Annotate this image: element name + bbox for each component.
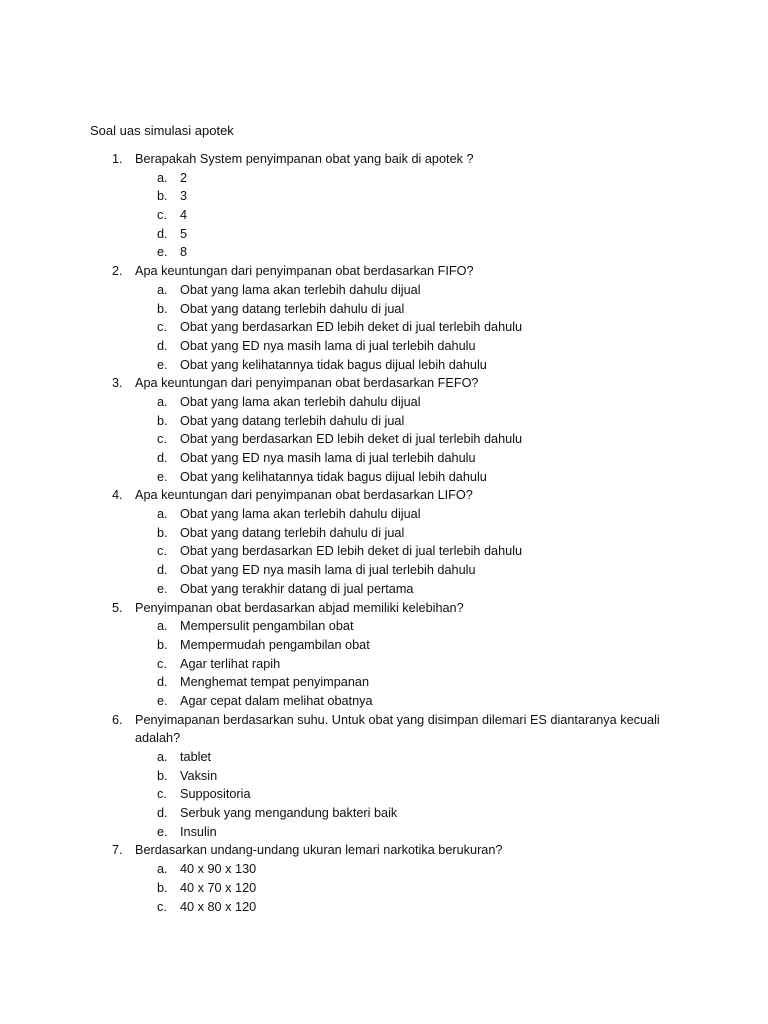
option-letter: c. bbox=[157, 899, 167, 914]
option-text: 40 x 90 x 130 bbox=[180, 862, 257, 877]
option-letter: b. bbox=[157, 525, 168, 540]
option-letter: e. bbox=[157, 581, 168, 596]
option-a bbox=[0, 169, 768, 188]
option-text: Insulin bbox=[180, 824, 217, 839]
question-stem bbox=[0, 262, 768, 281]
option-letter: a. bbox=[157, 282, 168, 297]
option-letter: e. bbox=[157, 824, 168, 839]
option-letter: d. bbox=[157, 806, 168, 821]
option-c bbox=[0, 430, 768, 449]
option-text: 8 bbox=[180, 245, 188, 260]
option-letter: e. bbox=[157, 469, 168, 484]
question-5 bbox=[0, 599, 768, 711]
option-b bbox=[0, 187, 768, 206]
question-stem bbox=[0, 486, 768, 505]
option-text: Obat yang datang terlebih dahulu di jual bbox=[180, 301, 405, 316]
option-d bbox=[0, 673, 768, 692]
option-letter: b. bbox=[157, 413, 168, 428]
question-text: Penyimpanan obat berdasarkan abjad memiliki kelebihan? bbox=[135, 600, 464, 615]
option-text: Serbuk yang mengandung bakteri baik bbox=[180, 806, 398, 821]
option-letter: d. bbox=[157, 338, 168, 353]
option-letter: b. bbox=[157, 637, 168, 652]
option-text: Obat yang berdasarkan ED lebih deket di jual terlebih dahulu bbox=[180, 432, 523, 447]
option-letter: e. bbox=[157, 245, 168, 260]
option-b bbox=[0, 636, 768, 655]
option-text: Obat yang kelihatannya tidak bagus dijual lebih dahulu bbox=[180, 357, 487, 372]
option-letter: d. bbox=[157, 451, 168, 465]
option-letter: d. bbox=[157, 563, 168, 578]
option-text: Obat yang ED nya masih lama di jual terlebih dahulu bbox=[180, 338, 476, 353]
option-text: Obat yang datang terlebih dahulu di jual bbox=[180, 525, 405, 540]
option-letter: b. bbox=[157, 768, 168, 783]
option-d bbox=[0, 225, 768, 244]
option-letter: c. bbox=[157, 656, 167, 671]
option-c bbox=[0, 318, 768, 337]
option-letter: a. bbox=[157, 507, 168, 522]
question-text: Apa keuntungan dari penyimpanan obat berdasarkan FIFO? bbox=[135, 264, 474, 279]
option-text: Suppositoria bbox=[180, 787, 251, 802]
option-text: 3 bbox=[180, 189, 188, 204]
question-1 bbox=[0, 150, 768, 262]
option-text: Obat yang kelihatannya tidak bagus dijual lebih dahulu bbox=[180, 469, 487, 484]
option-letter: c. bbox=[157, 208, 167, 223]
option-text: Vaksin bbox=[180, 768, 218, 783]
option-e bbox=[0, 243, 768, 262]
question-text: Berapakah System penyimpanan obat yang baik di apotek ? bbox=[135, 152, 474, 166]
option-e bbox=[0, 356, 768, 375]
question-text: Penyimapanan berdasarkan suhu. Untuk obat yang disimpan dilemari ES diantaranya kecuali adalah? bbox=[135, 712, 660, 746]
question-list bbox=[0, 150, 768, 916]
option-text: tablet bbox=[180, 750, 212, 765]
question-stem bbox=[0, 841, 768, 860]
option-c bbox=[0, 655, 768, 674]
option-c bbox=[0, 898, 768, 917]
option-text: Menghemat tempat penyimpanan bbox=[180, 675, 370, 690]
option-b bbox=[0, 767, 768, 786]
option-letter: e. bbox=[157, 357, 168, 372]
question-stem bbox=[0, 711, 768, 748]
option-letter: a. bbox=[157, 394, 168, 409]
option-letter: a. bbox=[157, 750, 168, 765]
option-b bbox=[0, 879, 768, 898]
option-a bbox=[0, 748, 768, 767]
question-4 bbox=[0, 486, 768, 598]
option-e bbox=[0, 692, 768, 711]
option-d bbox=[0, 804, 768, 823]
question-stem bbox=[0, 374, 768, 393]
question-7 bbox=[0, 841, 768, 916]
question-number: 7. bbox=[112, 843, 123, 858]
option-letter: c. bbox=[157, 787, 167, 802]
option-a bbox=[0, 617, 768, 636]
option-letter: a. bbox=[157, 170, 168, 185]
option-letter: b. bbox=[157, 189, 168, 204]
option-c bbox=[0, 785, 768, 804]
option-d bbox=[0, 449, 768, 468]
option-b bbox=[0, 524, 768, 543]
option-letter: d. bbox=[157, 226, 168, 241]
option-text: Mempersulit pengambilan obat bbox=[180, 619, 354, 634]
option-letter: b. bbox=[157, 880, 168, 895]
question-2 bbox=[0, 262, 768, 374]
option-letter: a. bbox=[157, 862, 168, 877]
option-text: Obat yang berdasarkan ED lebih deket di jual terlebih dahulu bbox=[180, 320, 523, 335]
question-number: 4. bbox=[112, 488, 123, 503]
question-number: 6. bbox=[112, 712, 123, 727]
option-text: Obat yang ED nya masih lama di jual terlebih dahulu bbox=[180, 563, 476, 578]
option-a bbox=[0, 393, 768, 412]
question-number: 2. bbox=[112, 264, 123, 279]
question-text: Apa keuntungan dari penyimpanan obat berdasarkan LIFO? bbox=[135, 488, 473, 503]
option-text: 4 bbox=[180, 208, 188, 223]
option-text: Obat yang lama akan terlebih dahulu dijual bbox=[180, 282, 421, 297]
option-b bbox=[0, 412, 768, 431]
option-a bbox=[0, 281, 768, 300]
option-letter: c. bbox=[157, 544, 167, 559]
option-text: Obat yang lama akan terlebih dahulu dijual bbox=[180, 507, 421, 522]
option-text: Obat yang lama akan terlebih dahulu dijual bbox=[180, 394, 421, 409]
option-letter: c. bbox=[157, 320, 167, 335]
option-letter: e. bbox=[157, 693, 168, 708]
question-stem bbox=[0, 150, 768, 169]
option-text: 40 x 70 x 120 bbox=[180, 880, 257, 895]
option-c bbox=[0, 206, 768, 225]
option-c bbox=[0, 542, 768, 561]
option-text: 5 bbox=[180, 226, 188, 241]
option-a bbox=[0, 860, 768, 879]
option-text: 2 bbox=[180, 170, 188, 185]
option-e bbox=[0, 580, 768, 599]
option-letter: c. bbox=[157, 432, 167, 447]
question-3 bbox=[0, 374, 768, 486]
document-title: Soal uas simulasi apotek bbox=[90, 123, 234, 138]
option-letter: a. bbox=[157, 619, 168, 634]
option-text: Mempermudah pengambilan obat bbox=[180, 637, 370, 652]
question-text: Berdasarkan undang-undang ukuran lemari narkotika berukuran? bbox=[135, 843, 503, 858]
question-6 bbox=[0, 711, 768, 842]
option-d bbox=[0, 337, 768, 356]
option-text: Obat yang datang terlebih dahulu di jual bbox=[180, 413, 405, 428]
question-number: 3. bbox=[112, 376, 123, 391]
question-text: Apa keuntungan dari penyimpanan obat berdasarkan FEFO? bbox=[135, 376, 479, 391]
option-text: Obat yang ED nya masih lama di jual terlebih dahulu bbox=[180, 451, 476, 465]
option-e bbox=[0, 823, 768, 842]
option-text: Obat yang terakhir datang di jual pertama bbox=[180, 581, 414, 596]
question-number: 5. bbox=[112, 600, 123, 615]
option-text: Agar cepat dalam melihat obatnya bbox=[180, 693, 373, 708]
option-text: Agar terlihat rapih bbox=[180, 656, 281, 671]
option-b bbox=[0, 300, 768, 319]
option-e bbox=[0, 468, 768, 487]
question-stem bbox=[0, 599, 768, 618]
option-d bbox=[0, 561, 768, 580]
option-text: 40 x 80 x 120 bbox=[180, 899, 257, 914]
option-a bbox=[0, 505, 768, 524]
option-letter: b. bbox=[157, 301, 168, 316]
question-number: 1. bbox=[112, 152, 123, 166]
option-letter: d. bbox=[157, 675, 168, 690]
option-text: Obat yang berdasarkan ED lebih deket di jual terlebih dahulu bbox=[180, 544, 523, 559]
